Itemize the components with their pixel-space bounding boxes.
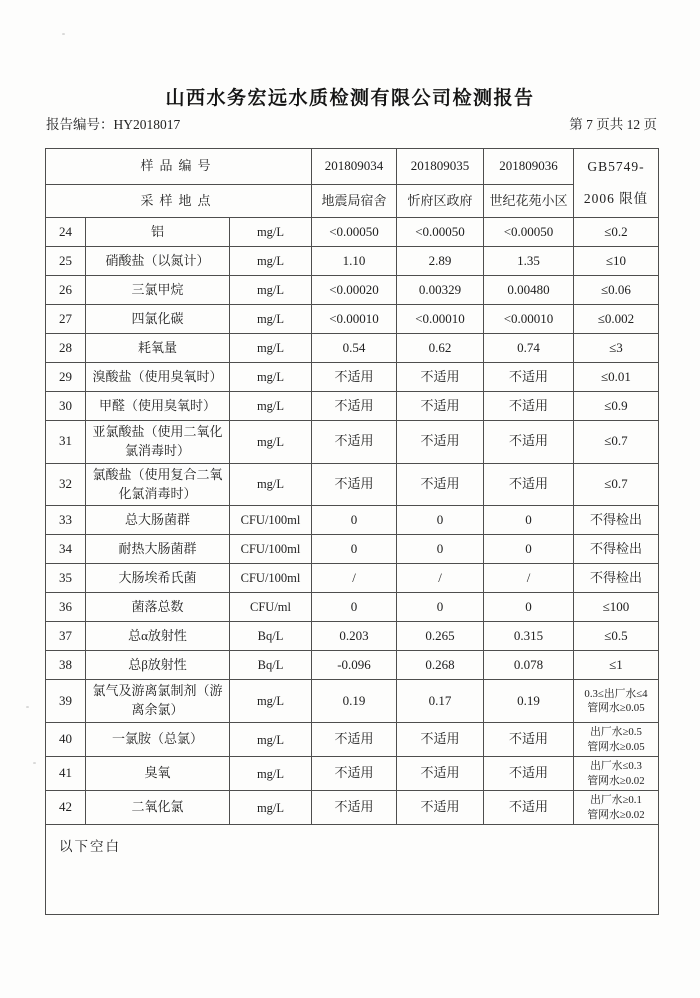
limit-cell: ≤100: [574, 593, 659, 622]
limit-cell: 出厂水≥0.5 管网水≥0.05: [574, 723, 659, 757]
result-value-cell: 不适用: [312, 723, 397, 757]
result-value-cell: 不适用: [397, 757, 484, 791]
table-row: [46, 247, 659, 276]
table-row: [46, 564, 659, 593]
result-value-cell: 0.078: [484, 651, 574, 680]
table-row: [46, 680, 659, 723]
table-row: [46, 305, 659, 334]
result-value-cell: 不适用: [484, 392, 574, 421]
sampling-location-cell: 地震局宿舍: [312, 185, 397, 218]
result-value-cell: <0.00020: [312, 276, 397, 305]
result-value-cell: 2.89: [397, 247, 484, 276]
row-number-cell: 26: [46, 276, 86, 305]
limit-cell: 0.3≤出厂水≤4 管网水≥0.05: [574, 680, 659, 723]
sample-id-header-row: [46, 149, 659, 185]
unit-cell: mg/L: [230, 723, 312, 757]
unit-cell: mg/L: [230, 680, 312, 723]
result-value-cell: 不适用: [312, 463, 397, 506]
limit-cell: ≤0.002: [574, 305, 659, 334]
result-value-cell: /: [397, 564, 484, 593]
limit-cell: ≤0.5: [574, 622, 659, 651]
result-value-cell: <0.00010: [397, 305, 484, 334]
sample-id-cell: 201809036: [484, 149, 574, 185]
parameter-name-cell: 甲醛（使用臭氧时）: [86, 392, 230, 421]
result-value-cell: <0.00010: [484, 305, 574, 334]
sampling-location-header-row: [46, 185, 659, 218]
sampling-location-cell: 忻府区政府: [397, 185, 484, 218]
result-value-cell: 不适用: [397, 463, 484, 506]
table-row: [46, 392, 659, 421]
result-value-cell: <0.00050: [312, 218, 397, 247]
table-row: [46, 757, 659, 791]
blank-below-note: 以下空白: [46, 825, 659, 915]
unit-cell: mg/L: [230, 334, 312, 363]
blank-footer-row: [46, 825, 659, 915]
table-row: [46, 535, 659, 564]
unit-cell: mg/L: [230, 276, 312, 305]
parameter-name-cell: 铝: [86, 218, 230, 247]
report-meta-row: [46, 113, 657, 133]
result-value-cell: 不适用: [312, 392, 397, 421]
limit-cell: ≤3: [574, 334, 659, 363]
limit-standard-line1: GB5749-: [587, 159, 645, 174]
result-value-cell: 不适用: [397, 392, 484, 421]
result-value-cell: 1.35: [484, 247, 574, 276]
table-row: [46, 723, 659, 757]
row-number-cell: 36: [46, 593, 86, 622]
result-value-cell: 不适用: [397, 791, 484, 825]
limit-cell: ≤0.01: [574, 363, 659, 392]
limit-cell: 出厂水≤0.3 管网水≥0.02: [574, 757, 659, 791]
table-row: [46, 463, 659, 506]
unit-cell: mg/L: [230, 757, 312, 791]
row-number-cell: 29: [46, 363, 86, 392]
result-value-cell: 不适用: [484, 723, 574, 757]
parameter-name-cell: 溴酸盐（使用臭氧时）: [86, 363, 230, 392]
row-number-cell: 28: [46, 334, 86, 363]
result-value-cell: 不适用: [397, 723, 484, 757]
result-value-cell: 0: [484, 506, 574, 535]
result-value-cell: 不适用: [484, 791, 574, 825]
unit-cell: CFU/100ml: [230, 535, 312, 564]
result-value-cell: 不适用: [397, 363, 484, 392]
result-value-cell: 0.62: [397, 334, 484, 363]
result-value-cell: 0: [312, 506, 397, 535]
result-value-cell: 0.17: [397, 680, 484, 723]
parameter-name-cell: 大肠埃希氏菌: [86, 564, 230, 593]
result-value-cell: 0: [312, 593, 397, 622]
row-number-cell: 35: [46, 564, 86, 593]
row-number-cell: 30: [46, 392, 86, 421]
limit-cell: ≤0.2: [574, 218, 659, 247]
result-value-cell: <0.00010: [312, 305, 397, 334]
parameter-name-cell: 菌落总数: [86, 593, 230, 622]
result-value-cell: 0.19: [312, 680, 397, 723]
sampling-location-cell: 世纪花苑小区: [484, 185, 574, 218]
results-table-body: [46, 218, 659, 825]
sampling-location-label: 采样地点: [46, 185, 312, 218]
unit-cell: CFU/100ml: [230, 506, 312, 535]
result-value-cell: 不适用: [484, 757, 574, 791]
results-table: [45, 148, 659, 915]
result-value-cell: 0: [484, 593, 574, 622]
scan-speckle: [26, 706, 29, 708]
unit-cell: mg/L: [230, 363, 312, 392]
unit-cell: Bq/L: [230, 622, 312, 651]
row-number-cell: 25: [46, 247, 86, 276]
row-number-cell: 42: [46, 791, 86, 825]
result-value-cell: 0.315: [484, 622, 574, 651]
result-value-cell: /: [484, 564, 574, 593]
row-number-cell: 40: [46, 723, 86, 757]
table-row: [46, 218, 659, 247]
result-value-cell: 0: [397, 506, 484, 535]
parameter-name-cell: 耐热大肠菌群: [86, 535, 230, 564]
parameter-name-cell: 四氯化碳: [86, 305, 230, 334]
result-value-cell: 0: [397, 535, 484, 564]
limit-cell: 不得检出: [574, 564, 659, 593]
table-row: [46, 651, 659, 680]
result-value-cell: <0.00050: [397, 218, 484, 247]
unit-cell: mg/L: [230, 463, 312, 506]
limit-cell: ≤0.7: [574, 421, 659, 464]
limit-cell: ≤1: [574, 651, 659, 680]
limit-cell: 出厂水≥0.1 管网水≥0.02: [574, 791, 659, 825]
table-row: [46, 593, 659, 622]
scan-speckle: [33, 762, 36, 764]
result-value-cell: 0.19: [484, 680, 574, 723]
limit-standard-line2: 2006 限值: [583, 191, 649, 206]
table-row: [46, 622, 659, 651]
result-value-cell: 0.00480: [484, 276, 574, 305]
parameter-name-cell: 硝酸盐（以氮计）: [86, 247, 230, 276]
result-value-cell: 不适用: [484, 463, 574, 506]
row-number-cell: 27: [46, 305, 86, 334]
result-value-cell: 0: [312, 535, 397, 564]
result-value-cell: 不适用: [312, 363, 397, 392]
result-value-cell: 1.10: [312, 247, 397, 276]
row-number-cell: 37: [46, 622, 86, 651]
sample-id-cell: 201809035: [397, 149, 484, 185]
row-number-cell: 31: [46, 421, 86, 464]
unit-cell: CFU/100ml: [230, 564, 312, 593]
result-value-cell: 0.203: [312, 622, 397, 651]
result-value-cell: -0.096: [312, 651, 397, 680]
parameter-name-cell: 一氯胺（总氯）: [86, 723, 230, 757]
parameter-name-cell: 总大肠菌群: [86, 506, 230, 535]
unit-cell: mg/L: [230, 247, 312, 276]
result-value-cell: 不适用: [484, 363, 574, 392]
parameter-name-cell: 总α放射性: [86, 622, 230, 651]
parameter-name-cell: 耗氧量: [86, 334, 230, 363]
row-number-cell: 38: [46, 651, 86, 680]
result-value-cell: 不适用: [312, 791, 397, 825]
result-value-cell: 0.54: [312, 334, 397, 363]
result-value-cell: 0.268: [397, 651, 484, 680]
result-value-cell: 0: [397, 593, 484, 622]
result-value-cell: 0: [484, 535, 574, 564]
row-number-cell: 41: [46, 757, 86, 791]
table-row: [46, 334, 659, 363]
parameter-name-cell: 氯气及游离氯制剂（游离余氯）: [86, 680, 230, 723]
result-value-cell: 0.00329: [397, 276, 484, 305]
limit-cell: ≤0.7: [574, 463, 659, 506]
limit-cell: ≤0.9: [574, 392, 659, 421]
result-value-cell: 不适用: [484, 421, 574, 464]
parameter-name-cell: 三氯甲烷: [86, 276, 230, 305]
result-value-cell: 0.265: [397, 622, 484, 651]
parameter-name-cell: 二氧化氯: [86, 791, 230, 825]
row-number-cell: 33: [46, 506, 86, 535]
table-row: [46, 506, 659, 535]
report-number: 报告编号：HY2018017: [46, 117, 181, 132]
sample-id-cell: 201809034: [312, 149, 397, 185]
parameter-name-cell: 总β放射性: [86, 651, 230, 680]
unit-cell: mg/L: [230, 218, 312, 247]
unit-cell: mg/L: [230, 421, 312, 464]
limit-cell: 不得检出: [574, 506, 659, 535]
limit-cell: ≤10: [574, 247, 659, 276]
result-value-cell: 0.74: [484, 334, 574, 363]
result-value-cell: 不适用: [397, 421, 484, 464]
parameter-name-cell: 臭氧: [86, 757, 230, 791]
limit-standard-header: [574, 149, 659, 218]
unit-cell: Bq/L: [230, 651, 312, 680]
limit-cell: ≤0.06: [574, 276, 659, 305]
result-value-cell: /: [312, 564, 397, 593]
table-row: [46, 791, 659, 825]
unit-cell: mg/L: [230, 305, 312, 334]
table-row: [46, 363, 659, 392]
unit-cell: CFU/ml: [230, 593, 312, 622]
limit-cell: 不得检出: [574, 535, 659, 564]
parameter-name-cell: 亚氯酸盐（使用二氧化氯消毒时）: [86, 421, 230, 464]
unit-cell: mg/L: [230, 392, 312, 421]
unit-cell: mg/L: [230, 791, 312, 825]
page-indicator: 第 7 页共 12 页: [569, 117, 657, 132]
page-title: 山西水务宏远水质检测有限公司检测报告: [165, 88, 535, 109]
parameter-name-cell: 氯酸盐（使用复合二氧化氯消毒时）: [86, 463, 230, 506]
scan-speckle: [62, 33, 65, 35]
sample-id-label: 样品编号: [46, 149, 312, 185]
row-number-cell: 32: [46, 463, 86, 506]
row-number-cell: 24: [46, 218, 86, 247]
table-row: [46, 421, 659, 464]
row-number-cell: 39: [46, 680, 86, 723]
result-value-cell: 不适用: [312, 757, 397, 791]
row-number-cell: 34: [46, 535, 86, 564]
result-value-cell: 不适用: [312, 421, 397, 464]
result-value-cell: <0.00050: [484, 218, 574, 247]
table-row: [46, 276, 659, 305]
